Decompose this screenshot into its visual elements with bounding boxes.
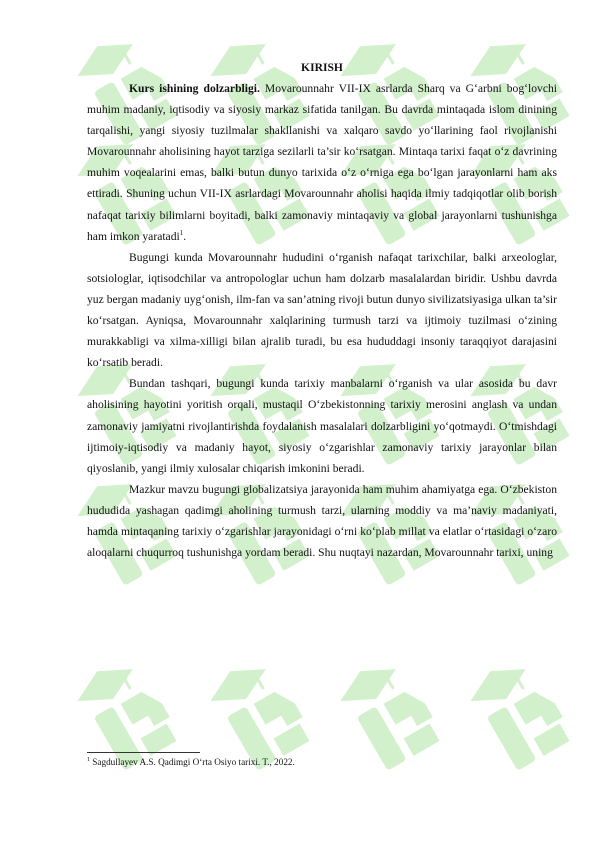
paragraph: Mazkur mavzu bugungi globalizatsiya jarayonida ham muhim ahamiyatga ega. O‘zbekiston hududida yashagan qadimgi aholining turmush tarzi, ularning moddiy va ma’naviy madaniyati, hamda mintaqaning tarixiy o‘zgarishlar jarayonidagi o‘rni ko‘plab millat va elatlar o‘rtasidagi o‘zaro aloqalarni chuqurroq tushunishga yordam beradi. Shu nuqtayi nazardan, Movarounnahr tarixi, uning: [87, 482, 557, 560]
paragraph-text: Movarounnahr VII-IX asrlarda Sharq va G‘arbni bog‘lovchi muhim madaniy, iqtisodiy va siyosiy markaz sifatida tanilgan. Bu davrda mintaqada islom dinining tarqalishi, yangi siyosiy tuzilmalar shakllanishi va xalqaro savdo yo‘llarining faol rivojlanishi Movarounnahr aholisining hayot tarziga sezilarli ta’sir ko‘rsatgan. Mintaqa tarixi faqat o‘z davrining muhim voqealarini emas, balki butun dunyo tarixida o‘z o‘rniga ega bo‘lgan jarayonlarni ham aks ettiradi. Shuning uchun VII-IX asrlardagi Movarounnahr aholisi haqida ilmiy tadqiqotlar olib borish nafaqat tarixiy bilimlarni boyitadi, balki zamonaviy mintaqaviy va global jarayonlarni tushunishga ham imkon yaratadi: [87, 82, 557, 243]
footnote-marker: 1: [87, 756, 90, 763]
footnote: [87, 756, 557, 769]
footnote-text: Sagdullayev A.S. Qadimgi O‘rta Osiyo tarixi. T., 2022.: [90, 757, 295, 767]
paragraph: Bugungi kunda Movarounnahr hududini o‘rganish nafaqat tarixchilar, balki arxeologlar, sotsiologlar, iqtisodchilar va antropologlar uchun ham dolzarb masalalardan biridir. Ushbu davrda yuz bergan madaniy uyg‘onish, ilm-fan va san’atning rivoji butun dunyo sivilizatsiyasiga ulkan ta’sir ko‘rsatgan. Ayniqsa, Movarounnahr xalqlarining turmush tarzi va ijtimoiy tuzilmasi o‘zining murakkabligi va xilma-xilligi bilan ajralib turadi, bu esa hududdagi insoniy taraqqiyot darajasini ko‘rsatib beradi.: [87, 250, 557, 370]
footnote-divider: [87, 752, 200, 753]
paragraph: Bundan tashqari, bugungi kunda tarixiy manbalarni o‘rganish va ular asosida bu davr aholisining hayotini yoritish orqali, mustaqil O‘zbekistonning tarixiy merosini anglash va undan zamonaviy jamiyatni rivojlantirishda foydalanish masalalari dolzarbligini yo‘qotmaydi. O‘tmishdagi ijtimoiy-iqtisodiy va madaniy hayot, siyosiy o‘zgarishlar zamonaviy tarixiy jarayonlar bilan qiyoslanib, yangi ilmiy xulosalar chiqarish imkonini beradi.: [87, 377, 557, 475]
footnote-ref[interactable]: 1: [179, 228, 184, 237]
paragraph-relevance: [87, 78, 557, 247]
document-title: KIRISH: [301, 61, 343, 74]
document-body: [87, 58, 557, 563]
paragraph-lead: Kurs ishining dolzarbligi.: [129, 82, 260, 95]
paragraph-end: .: [183, 229, 187, 243]
